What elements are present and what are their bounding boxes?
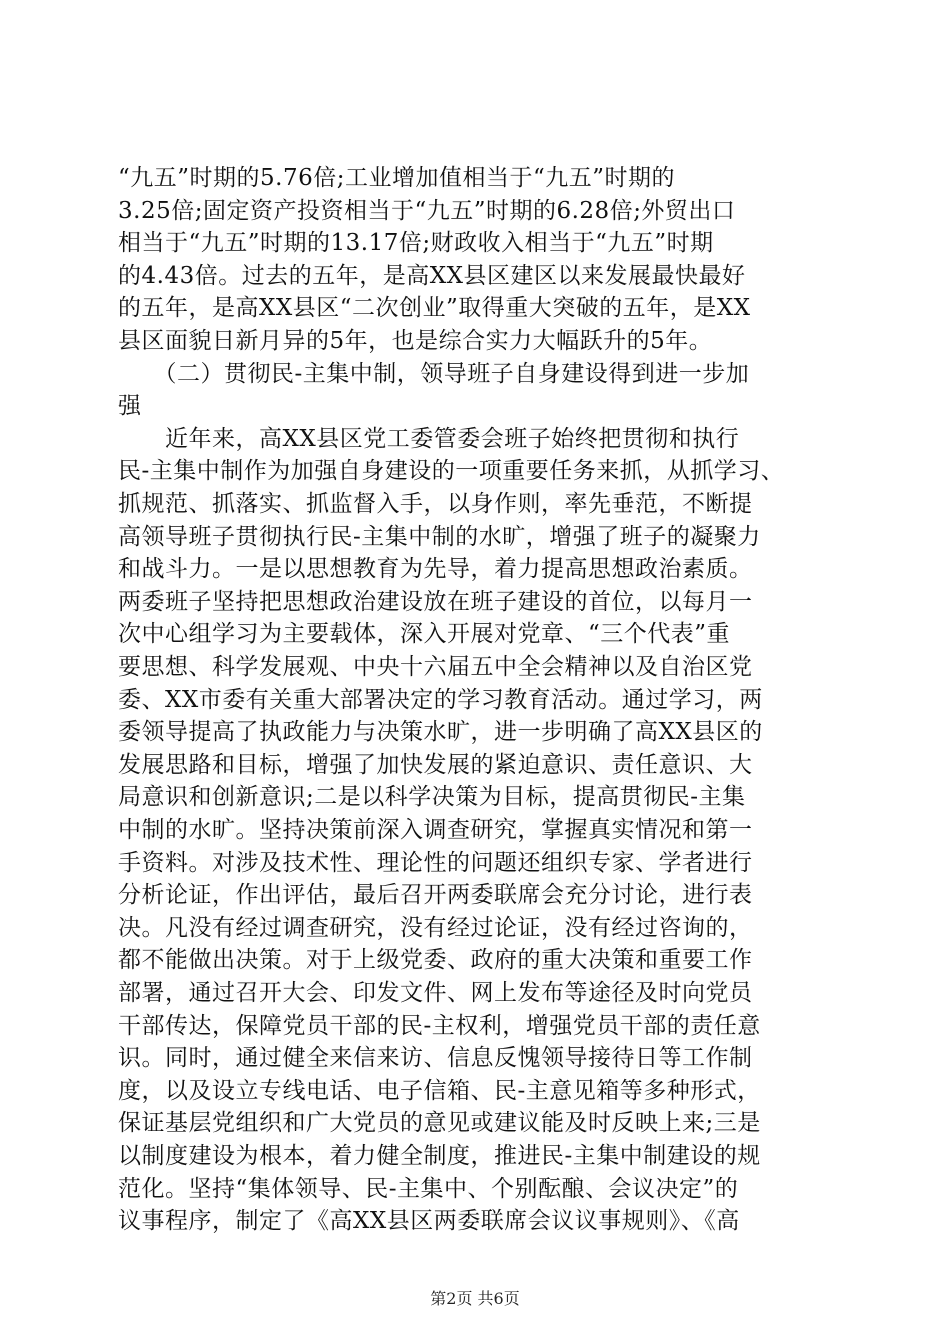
text-line: 民-主集中制作为加强自身建设的一项重要任务来抓，从抓学习、 <box>118 458 785 485</box>
text-line: 县区面貌日新月异的5年，也是综合实力大幅跃升的5年。 <box>118 328 713 354</box>
text-line: 强 <box>118 393 142 420</box>
text-line: 相当于“九五”时期的13.17倍;财政收入相当于“九五”时期 <box>118 230 714 257</box>
text-line: “九五”时期的5.76倍;工业增加值相当于“九五”时期的 <box>118 165 675 191</box>
text-line: 近年来，高XX县区党工委管委会班子始终把贯彻和执行 <box>118 425 740 452</box>
text-line: 的4.43倍。过去的五年，是高XX县区建区以来发展最快最好 <box>118 262 746 289</box>
text-line: 决。凡没有经过调查研究，没有经过论证，没有经过咨询的， <box>118 914 753 941</box>
text-line: 局意识和创新意识;二是以科学决策为目标，提高贯彻民-主集 <box>118 784 746 811</box>
text-line: 都不能做出决策。对于上级党委、政府的重大决策和重要工作 <box>118 947 753 974</box>
text-line: 度，以及设立专线电话、电子信箱、民-主意见箱等多种形式， <box>118 1077 761 1104</box>
text-line: （二）贯彻民-主集中制，领导班子自身建设得到进一步加 <box>118 360 750 387</box>
text-line: 范化。坚持“集体领导、民-主集中、个别酝酿、会议决定”的 <box>118 1175 739 1202</box>
text-line: 的五年，是高XX县区“二次创业”取得重大突破的五年，是XX <box>118 295 751 322</box>
text-line: 议事程序，制定了《高XX县区两委联席会议议事规则》、《高 <box>118 1208 740 1235</box>
page-footer: 第2页 共6页 <box>430 1289 520 1308</box>
text-line: 发展思路和目标，增强了加快发展的紧迫意识、责任意识、大 <box>118 751 753 778</box>
text-line: 分析论证，作出评估，最后召开两委联席会充分讨论，进行表 <box>118 882 753 909</box>
text-line: 3.25倍;固定资产投资相当于“九五”时期的6.28倍;外贸出口 <box>118 197 736 224</box>
text-line: 委领导提高了执政能力与决策水旷，进一步明确了高XX县区的 <box>118 719 763 746</box>
text-line: 委、XX市委有关重大部署决定的学习教育活动。通过学习，两 <box>118 686 763 713</box>
text-line: 手资料。对涉及技术性、理论性的问题还组织专家、学者进行 <box>118 849 753 876</box>
text-line: 高领导班子贯彻执行民-主集中制的水旷，增强了班子的凝聚力 <box>118 523 761 550</box>
text-line: 和战斗力。一是以思想教育为先导，着力提高思想政治素质。 <box>118 556 753 583</box>
text-line: 两委班子坚持把思想政治建设放在班子建设的首位，以每月一 <box>118 588 753 615</box>
text-line: 识。同时，通过健全来信来访、信息反愧领导接待日等工作制 <box>118 1045 753 1072</box>
text-line: 以制度建设为根本，着力健全制度，推进民-主集中制建设的规 <box>118 1143 761 1169</box>
text-line: 要思想、科学发展观、中央十六届五中全会精神以及自治区党 <box>118 654 753 680</box>
text-line: 抓规范、抓落实、抓监督入手，以身作则，率先垂范，不断提 <box>118 491 753 517</box>
text-line: 中制的水旷。坚持决策前深入调查研究，掌握真实情况和第一 <box>118 817 753 843</box>
text-line: 保证基层党组织和广大党员的意见或建议能及时反映上来;三是 <box>118 1110 761 1137</box>
text-line: 干部传达，保障党员干部的民-主权利，增强党员干部的责任意 <box>118 1012 761 1039</box>
text-line: 部署，通过召开大会、印发文件、网上发布等途径及时向党员 <box>118 980 753 1006</box>
text-line: 次中心组学习为主要载体，深入开展对党章、“三个代表”重 <box>118 621 731 648</box>
